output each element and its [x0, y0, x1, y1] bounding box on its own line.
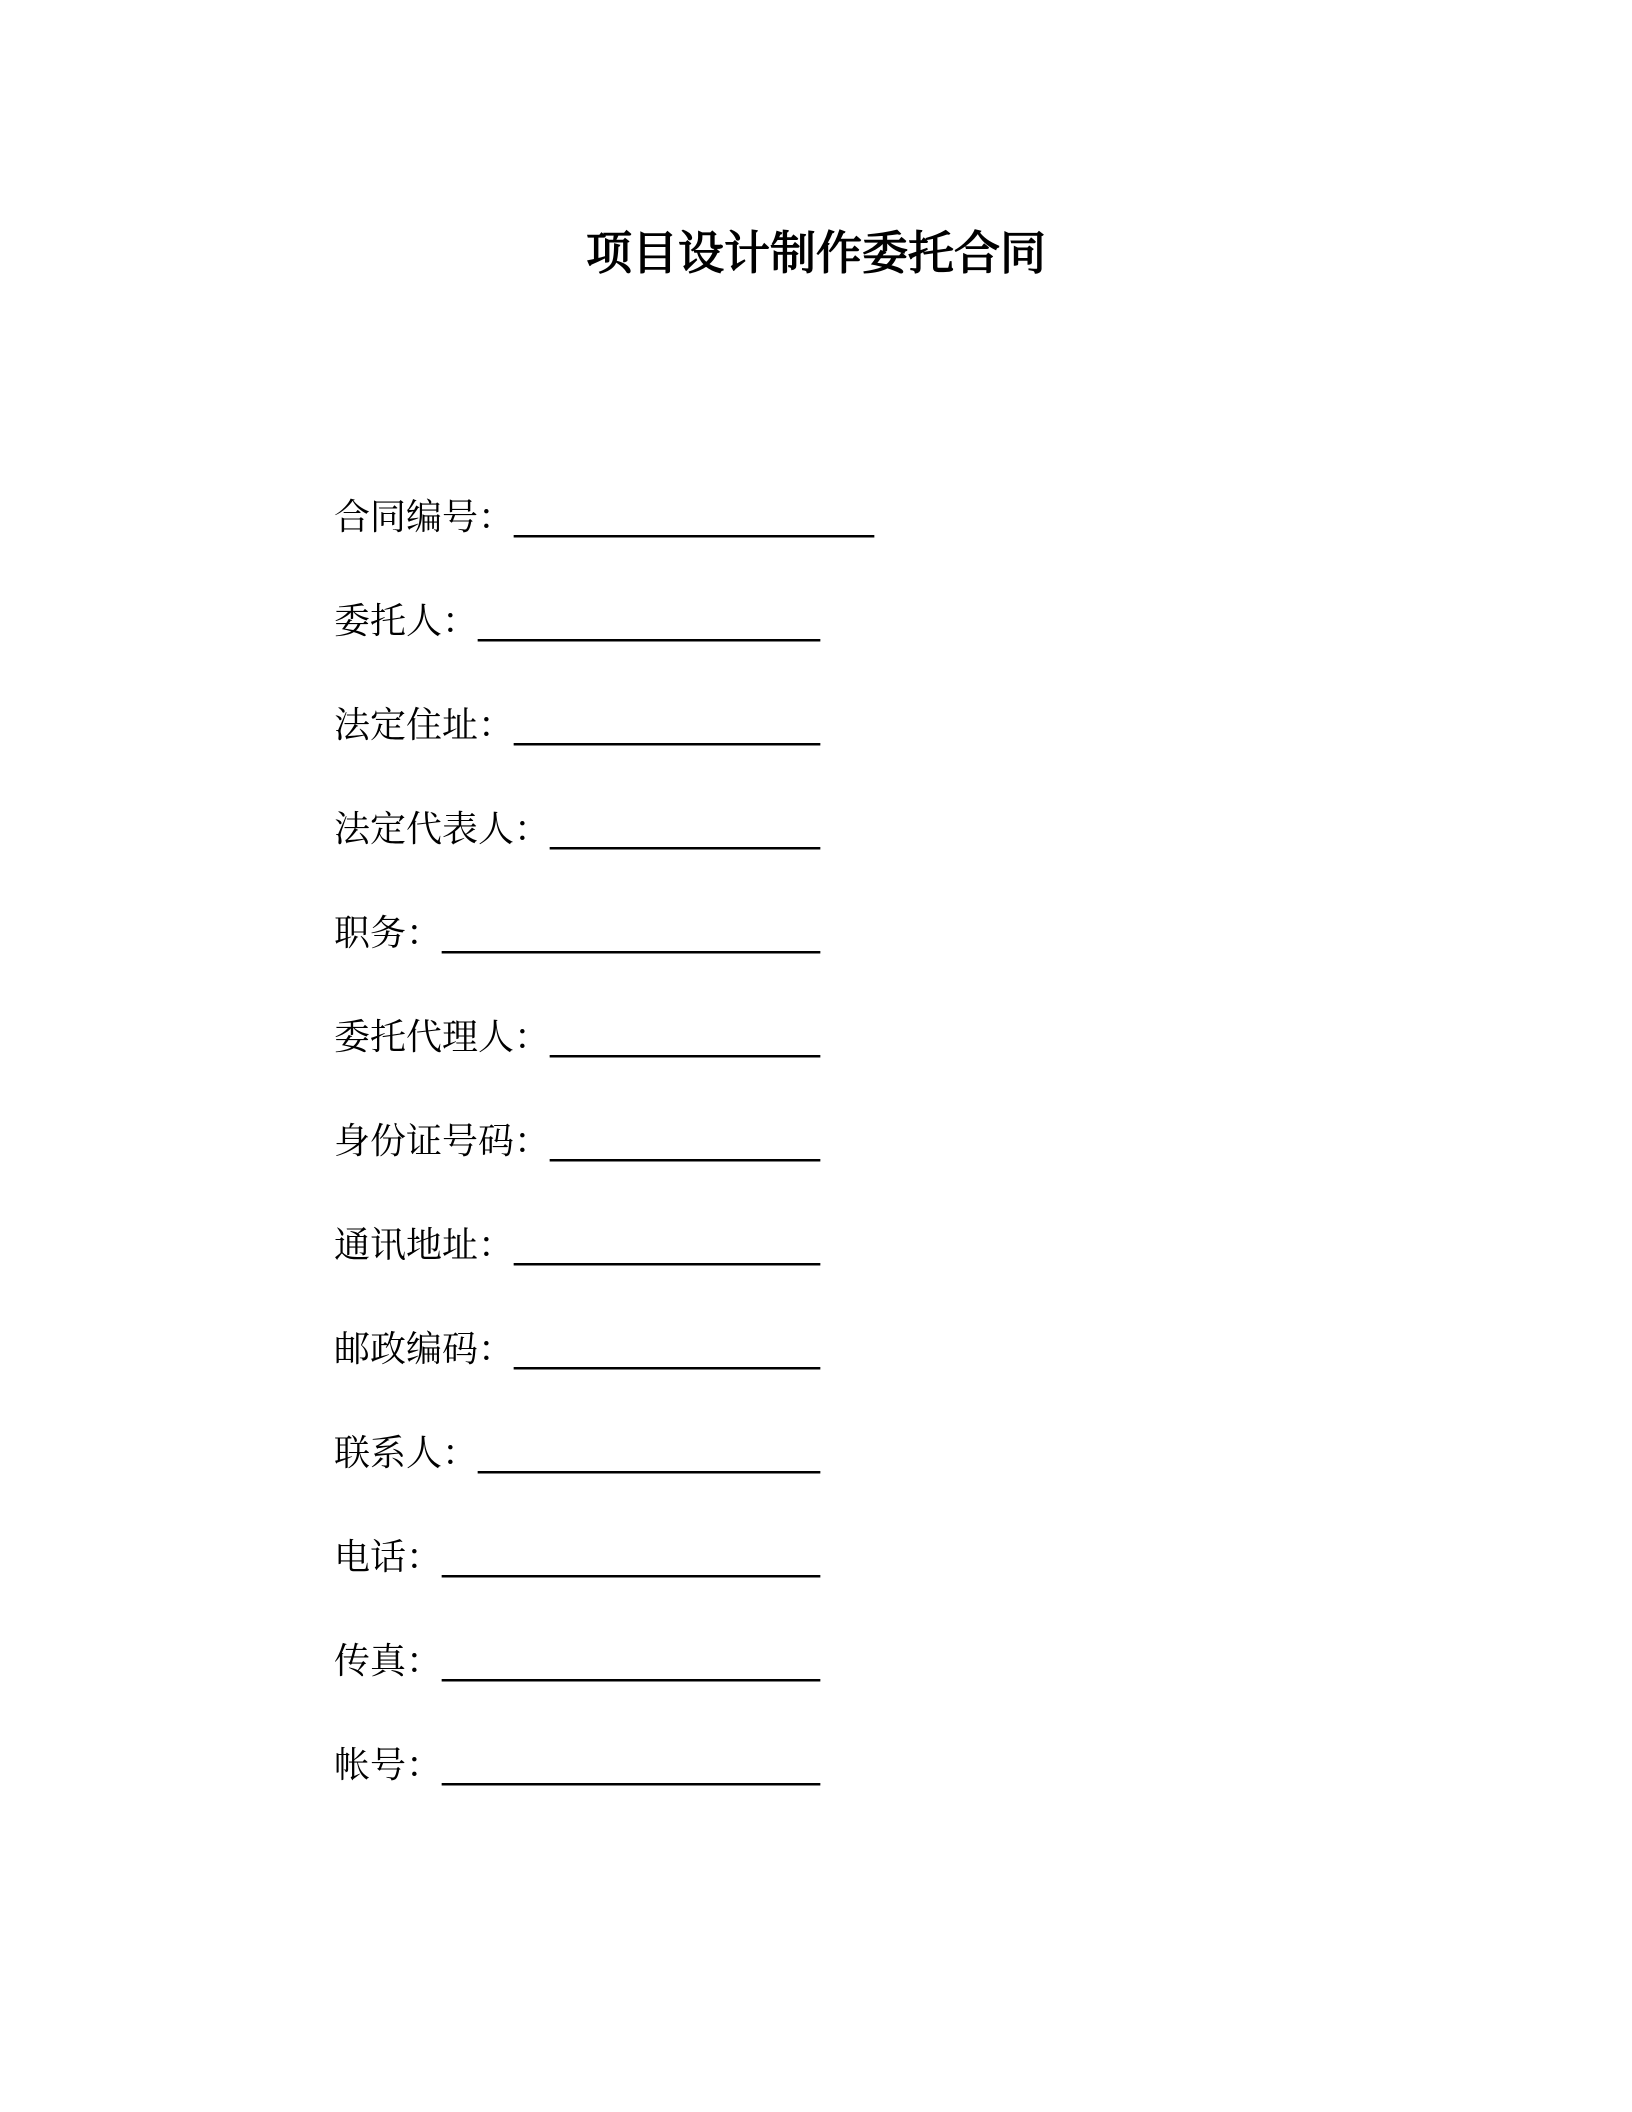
field-label: 邮政编码： [334, 1329, 515, 1370]
fill-in-blank[interactable]: _______________ [550, 809, 821, 850]
field-position [334, 906, 1334, 1010]
field-account-number [334, 1738, 1334, 1842]
field-label: 委托人： [334, 601, 479, 642]
party-info-form [334, 490, 1334, 1842]
field-fax [334, 1634, 1334, 1738]
fill-in-blank[interactable]: _____________________ [442, 1537, 821, 1578]
field-contact-person [334, 1426, 1334, 1530]
field-label: 职务： [334, 913, 443, 954]
fill-in-blank[interactable]: ___________________ [478, 1433, 821, 1474]
fill-in-blank[interactable]: _____________________ [442, 913, 821, 954]
page-title: 项目设计制作委托合同 [586, 226, 1046, 280]
field-authorized-agent [334, 1010, 1334, 1114]
field-label: 法定代表人： [334, 809, 551, 850]
field-label: 身份证号码： [334, 1121, 551, 1162]
fill-in-blank[interactable]: _________________ [514, 1225, 821, 1266]
field-label: 联系人： [334, 1433, 479, 1474]
field-postal-code [334, 1322, 1334, 1426]
field-mailing-address [334, 1218, 1334, 1322]
field-label: 帐号： [334, 1745, 443, 1786]
field-legal-representative [334, 802, 1334, 906]
field-label: 委托代理人： [334, 1017, 551, 1058]
fill-in-blank[interactable]: _________________ [514, 705, 821, 746]
fill-in-blank[interactable]: _______________ [550, 1121, 821, 1162]
fill-in-blank[interactable]: _____________________ [442, 1641, 821, 1682]
field-label: 传真： [334, 1641, 443, 1682]
fill-in-blank[interactable]: _____________________ [442, 1745, 821, 1786]
fill-in-blank[interactable]: ____________________ [514, 497, 875, 538]
fill-in-blank[interactable]: ___________________ [478, 601, 821, 642]
field-label: 法定住址： [334, 705, 515, 746]
field-legal-address [334, 698, 1334, 802]
field-phone [334, 1530, 1334, 1634]
fill-in-blank[interactable]: _________________ [514, 1329, 821, 1370]
field-contract-number [334, 490, 1334, 594]
field-label: 合同编号： [334, 497, 515, 538]
field-client [334, 594, 1334, 698]
fill-in-blank[interactable]: _______________ [550, 1017, 821, 1058]
field-label: 通讯地址： [334, 1225, 515, 1266]
field-label: 电话： [334, 1537, 443, 1578]
field-id-number [334, 1114, 1334, 1218]
